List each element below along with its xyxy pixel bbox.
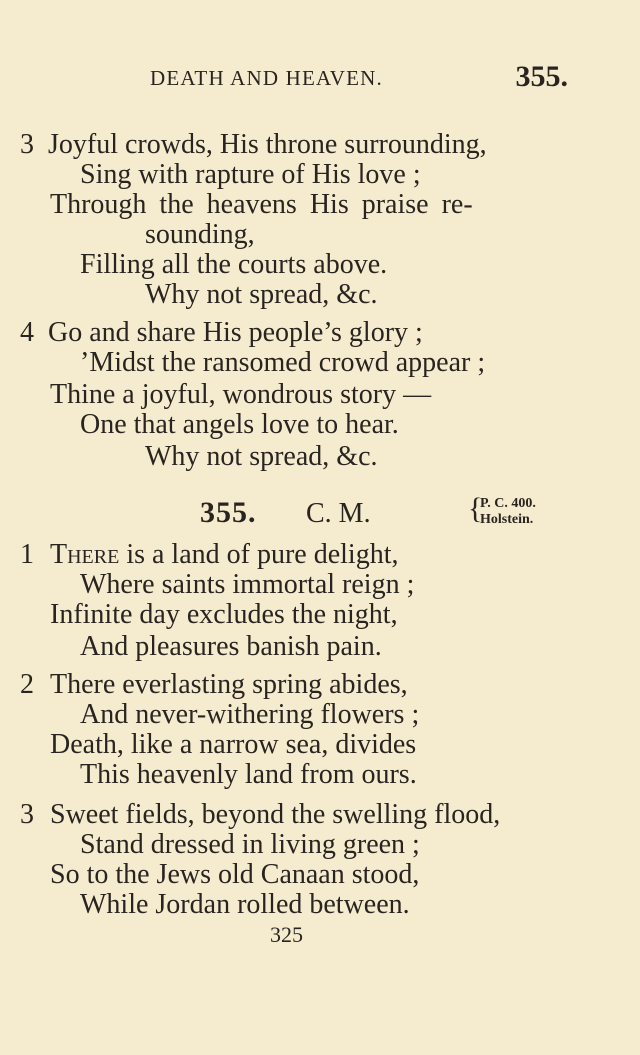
first-line-rest: is a land of pure delight, <box>119 539 399 570</box>
verse-line: While Jordan rolled between. <box>80 889 410 920</box>
verse-line: And pleasures banish pain. <box>80 631 382 662</box>
brace-glyph: { <box>468 492 483 525</box>
verse-number: 1 <box>20 539 34 570</box>
verse-line: Infinite day excludes the night, <box>50 599 398 630</box>
verse-line: Stand dressed in living green ; <box>80 829 420 860</box>
verse-line: There everlasting spring abides, <box>50 669 408 700</box>
verse-first-line <box>50 540 398 570</box>
verse-line: This heavenly land from ours. <box>80 759 417 790</box>
hymn-meter: C. M. <box>306 498 371 529</box>
verse-line: One that angels love to hear. <box>80 409 399 440</box>
verse-line: sounding, <box>145 219 255 250</box>
first-word-smallcaps: There <box>50 539 120 570</box>
verse-number: 4 <box>20 317 34 348</box>
verse-line: And never-withering flowers ; <box>80 699 420 730</box>
signature-number: 325 <box>270 922 303 947</box>
tune-reference: P. C. 400. <box>480 496 536 511</box>
verse-line: Thine a joyful, wondrous story — <box>50 379 432 410</box>
tune-references <box>468 492 536 528</box>
verse-line: Through the heavens His praise re- <box>50 189 473 220</box>
running-head-title: DEATH AND HEAVEN. <box>150 66 383 90</box>
verse-line: Where saints immortal reign ; <box>80 569 415 600</box>
verse-line: Why not spread, &c. <box>145 441 378 472</box>
verse-line: Sing with rapture of His love ; <box>80 159 421 190</box>
verse-line: Joyful crowds, His throne surrounding, <box>48 129 487 160</box>
verse-number: 3 <box>20 129 34 160</box>
verse-line: Why not spread, &c. <box>145 279 378 310</box>
tune-reference: Holstein. <box>480 512 534 527</box>
verse-number: 2 <box>20 669 34 700</box>
verse-line: Filling all the courts above. <box>80 249 388 280</box>
verse-line: Go and share His people’s glory ; <box>48 317 423 348</box>
verse-number: 3 <box>20 799 34 830</box>
verse-line: Sweet fields, beyond the swelling flood, <box>50 799 501 830</box>
verse-line: ’Midst the ransomed crowd appear ; <box>80 347 486 378</box>
hymn-number: 355. <box>200 496 257 529</box>
page-number: 355. <box>515 60 568 93</box>
verse-line: Death, like a narrow sea, divides <box>50 729 417 760</box>
verse-line: So to the Jews old Canaan stood, <box>50 859 420 890</box>
